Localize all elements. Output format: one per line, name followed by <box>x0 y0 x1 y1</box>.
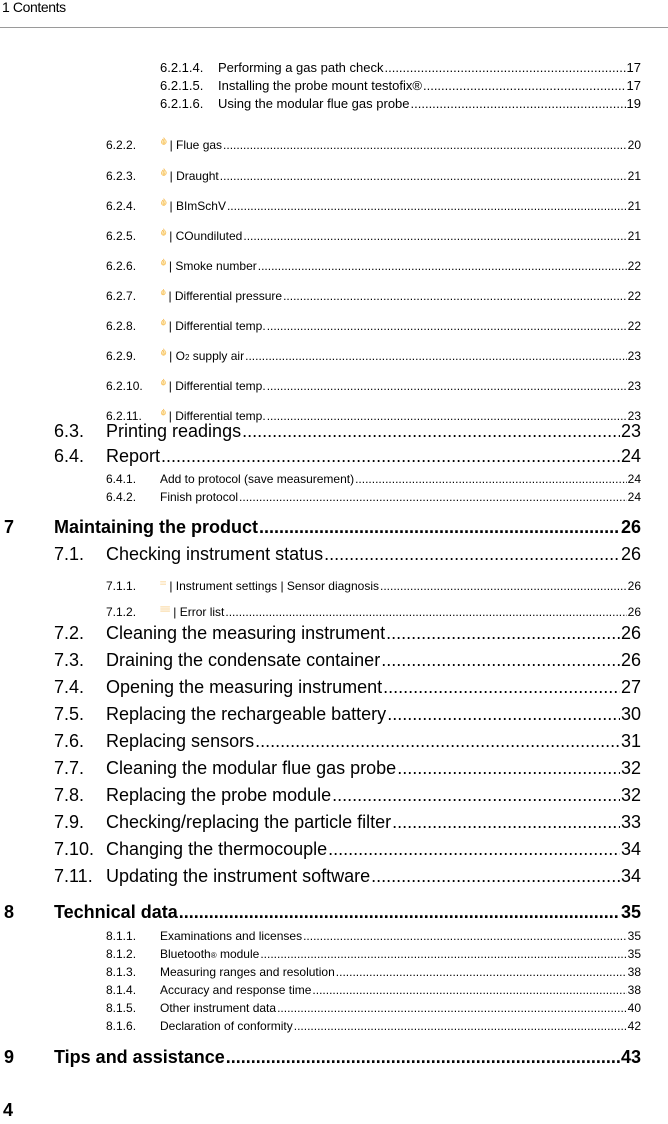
toc-entry-6-4-2[interactable] <box>106 490 641 508</box>
toc-page: 35 <box>620 902 641 922</box>
toc-number: 6.2.10. <box>106 379 143 393</box>
toc-page: 27 <box>620 677 641 697</box>
menu-icon <box>160 601 170 617</box>
toc-leader <box>423 78 626 93</box>
toc-title: | Error list <box>173 605 225 619</box>
toc-title: Measuring ranges and resolution <box>160 965 335 979</box>
toc-entry-6-4-1[interactable] <box>106 472 641 490</box>
toc-title: Report <box>106 446 161 466</box>
toc-entry-6-2-10[interactable] <box>106 366 641 393</box>
toc-page: 17 <box>626 60 641 75</box>
flame-icon <box>160 190 168 214</box>
toc-page: 31 <box>620 731 641 751</box>
toc-number: 8.1.3. <box>106 965 137 979</box>
toc-title: Changing the thermocouple <box>106 839 328 859</box>
toc-page: 32 <box>620 758 641 778</box>
flame-icon <box>160 220 167 244</box>
toc-page: 21 <box>627 169 641 183</box>
flame-icon <box>160 250 167 274</box>
toc-leader <box>267 319 627 333</box>
toc-leader <box>161 446 620 467</box>
toc-entry-8-1-3[interactable] <box>106 965 641 983</box>
toc-title-post: module <box>216 947 260 961</box>
toc-number: 6.4.2. <box>106 490 137 504</box>
toc-leader <box>328 839 620 860</box>
toc-page: 26 <box>627 579 641 593</box>
toc-page: 26 <box>620 650 641 670</box>
toc-leader <box>386 623 620 644</box>
toc-page: 38 <box>627 983 641 997</box>
toc-leader <box>223 138 627 152</box>
toc-leader <box>397 758 620 779</box>
toc-entry-8-1-1[interactable] <box>106 929 641 947</box>
toc-leader <box>260 947 626 961</box>
toc-number: 6.2.5. <box>106 229 137 243</box>
flame-icon <box>160 340 167 364</box>
toc-number: 6.2.11. <box>106 409 142 423</box>
toc-page: 35 <box>627 929 641 943</box>
toc-title: | Flue gas <box>169 138 223 152</box>
toc-entry-7-3[interactable] <box>54 650 641 674</box>
toc-entry-6-2-9[interactable] <box>106 336 641 363</box>
toc-title: Checking instrument status <box>106 544 324 564</box>
toc-number: 7.1.2. <box>106 605 137 619</box>
toc-number: 6.3. <box>54 421 85 441</box>
toc-title: Checking/replacing the particle filter <box>106 812 392 832</box>
toc-page: 19 <box>626 96 641 111</box>
toc-page: 43 <box>620 1047 641 1067</box>
toc-title: Maintaining the product <box>54 517 258 537</box>
toc-number: 7.1.1. <box>106 579 137 593</box>
toc-page: 34 <box>620 866 641 886</box>
toc-leader <box>243 229 626 243</box>
toc-number: 7.3. <box>54 650 85 670</box>
toc-entry-8[interactable] <box>4 902 641 926</box>
toc-leader <box>283 289 627 303</box>
toc-title: Finish protocol <box>160 490 239 504</box>
toc-number: 7.7. <box>54 758 85 778</box>
page-number: 4 <box>3 1100 14 1120</box>
toc-leader <box>387 704 620 725</box>
toc-number: 6.2.1.5. <box>160 78 204 93</box>
toc-number: 6.2.6. <box>106 259 137 273</box>
toc-page: 20 <box>627 138 641 152</box>
toc-number: 7.5. <box>54 704 85 724</box>
toc-number: 6.2.7. <box>106 289 137 303</box>
toc-title: | Differential pressure <box>168 289 283 303</box>
toc-title: Cleaning the modular flue gas probe <box>106 758 397 778</box>
toc-number: 6.4. <box>54 446 85 466</box>
toc-leader <box>220 169 627 183</box>
toc-page: 35 <box>627 947 641 961</box>
toc-title: | BImSchV <box>169 199 226 213</box>
toc-leader <box>383 677 620 698</box>
toc-leader <box>294 1019 627 1033</box>
flame-icon <box>160 370 167 394</box>
toc-entry-6-2-1-4[interactable] <box>160 60 641 78</box>
toc-entry-6-2-2[interactable] <box>106 125 641 152</box>
toc-page: 23 <box>627 349 641 363</box>
toc-number: 6.2.1.4. <box>160 60 204 75</box>
toc-number: 7.4. <box>54 677 85 697</box>
toc-number: 8.1.6. <box>106 1019 137 1033</box>
toc-entry-7-1-2[interactable] <box>106 600 641 618</box>
toc-leader <box>242 421 620 442</box>
flame-icon <box>160 160 168 184</box>
toc-leader <box>227 199 627 213</box>
toc-number: 7.8. <box>54 785 85 805</box>
toc-page: 23 <box>620 421 641 441</box>
toc-entry-7-11[interactable] <box>54 866 641 890</box>
toc-title: | Draught <box>169 169 219 183</box>
toc-title: Using the modular flue gas probe <box>218 96 410 111</box>
toc-page: 22 <box>627 259 641 273</box>
toc-entry-6-3[interactable] <box>54 421 641 445</box>
toc-leader <box>371 866 620 887</box>
toc-entry-8-1-4[interactable] <box>106 983 641 1001</box>
toc-entry-6-2-11[interactable] <box>106 396 641 423</box>
toc-title: Other instrument data <box>160 1001 277 1015</box>
toc-page: 26 <box>620 623 641 643</box>
toc-page: 26 <box>627 605 641 619</box>
toc-leader <box>239 490 627 504</box>
toc-page: 23 <box>627 379 641 393</box>
toc-title: | Differential temp. <box>168 319 266 333</box>
flame-icon <box>160 280 166 304</box>
toc-number: 6.2.8. <box>106 319 137 333</box>
toc-page: 32 <box>620 785 641 805</box>
toc-title: Replacing sensors <box>106 731 255 751</box>
toc-entry-7-1-1[interactable] <box>106 574 641 592</box>
toc-leader <box>225 605 626 619</box>
menu-icon <box>160 575 166 591</box>
toc-leader <box>392 812 620 833</box>
toc-leader <box>381 650 620 671</box>
toc-entry-8-1-6[interactable] <box>106 1019 641 1037</box>
toc-title: Tips and assistance <box>54 1047 225 1067</box>
flame-icon <box>160 310 167 334</box>
toc-number: 7.9. <box>54 812 85 832</box>
toc-leader <box>324 544 620 565</box>
toc-title-pre: Bluetooth <box>160 947 211 961</box>
toc-number: 8.1.2. <box>106 947 137 961</box>
toc-leader <box>312 983 626 997</box>
toc-title: Updating the instrument software <box>106 866 371 886</box>
toc-entry-6-2-1-6[interactable] <box>160 96 641 114</box>
toc-number: 8.1.4. <box>106 983 137 997</box>
toc-title: Examinations and licenses <box>160 929 303 943</box>
toc-title: Performing a gas path check <box>218 60 384 75</box>
toc-leader <box>355 472 627 486</box>
toc-number: 7 <box>4 517 15 537</box>
toc-title: | Instrument settings | Sensor diagnosis <box>169 579 379 593</box>
toc-title: | O 2 supply air <box>169 349 245 363</box>
toc-page: 40 <box>627 1001 641 1015</box>
toc-entry-6-2-5[interactable] <box>106 216 641 243</box>
toc-page: 21 <box>627 199 641 213</box>
toc-page: 17 <box>626 78 641 93</box>
toc-page: 23 <box>627 409 641 423</box>
toc-page: 22 <box>627 319 641 333</box>
toc-entry-6-2-4[interactable] <box>106 186 641 213</box>
toc-leader <box>245 349 627 363</box>
toc-number: 6.2.9. <box>106 349 137 363</box>
toc-title: Cleaning the measuring instrument <box>106 623 386 643</box>
toc-title: Accuracy and response time <box>160 983 312 997</box>
toc-entry-7-10[interactable] <box>54 839 641 863</box>
toc-number: 8.1.1. <box>106 929 137 943</box>
toc-title: | COundiluted <box>169 229 243 243</box>
toc-page: 24 <box>627 472 641 486</box>
toc-title: Bluetooth ® module <box>160 947 260 961</box>
toc-title: Declaration of conformity <box>160 1019 293 1033</box>
toc-entry-7-5[interactable] <box>54 704 641 728</box>
toc-number: 6.4.1. <box>106 472 137 486</box>
toc-entry-7-1[interactable] <box>54 544 641 568</box>
toc-title-pre: | O <box>169 349 185 363</box>
toc-page: 33 <box>620 812 641 832</box>
header-title: 1 Contents <box>2 0 66 15</box>
toc-title: | Differential temp. <box>168 379 266 393</box>
toc-title: | Differential temp. <box>168 409 266 423</box>
toc-page: 21 <box>627 229 641 243</box>
toc-number: 9 <box>4 1047 15 1067</box>
toc-entry-8-1-5[interactable] <box>106 1001 641 1019</box>
toc-leader <box>303 929 627 943</box>
toc-entry-7-7[interactable] <box>54 758 641 782</box>
toc-title: Opening the measuring instrument <box>106 677 383 697</box>
page-header <box>0 0 668 28</box>
toc-entry-7[interactable] <box>4 517 641 541</box>
toc-number: 8 <box>4 902 15 922</box>
toc-page: 42 <box>627 1019 641 1033</box>
toc-entry-6-2-6[interactable] <box>106 246 641 273</box>
toc-page: 24 <box>620 446 641 466</box>
toc-page: 30 <box>620 704 641 724</box>
toc-leader <box>336 965 627 979</box>
toc-title: Draining the condensate container <box>106 650 381 670</box>
flame-icon <box>160 129 168 153</box>
toc-title: Printing readings <box>106 421 242 441</box>
toc-entry-6-2-1-5[interactable] <box>160 78 641 96</box>
toc-number: 8.1.5. <box>106 1001 137 1015</box>
toc-leader <box>411 96 626 111</box>
toc-entry-9[interactable] <box>4 1047 641 1071</box>
toc-page: 22 <box>627 289 641 303</box>
toc-page: 24 <box>627 490 641 504</box>
toc-entry-7-4[interactable] <box>54 677 641 701</box>
toc-leader <box>267 379 627 393</box>
toc-title-post: supply air <box>189 349 245 363</box>
toc-title: Replacing the rechargeable battery <box>106 704 387 724</box>
toc-title: | Smoke number <box>168 259 257 273</box>
toc-entry-7-8[interactable] <box>54 785 641 809</box>
toc-title: Technical data <box>54 902 178 922</box>
toc-leader <box>258 259 627 273</box>
toc-leader <box>226 1047 620 1068</box>
toc-title: Replacing the probe module <box>106 785 332 805</box>
toc-entry-7-2[interactable] <box>54 623 641 647</box>
toc-number: 7.11. <box>54 866 93 886</box>
toc-leader <box>332 785 620 806</box>
toc-page: 34 <box>620 839 641 859</box>
toc-leader <box>179 902 620 923</box>
toc-number: 6.2.2. <box>106 138 137 152</box>
toc-entry-7-6[interactable] <box>54 731 641 755</box>
toc-page: 26 <box>620 517 641 537</box>
toc-entry-6-2-3[interactable] <box>106 156 641 183</box>
toc-number: 6.2.3. <box>106 169 137 183</box>
toc-number: 6.2.1.6. <box>160 96 204 111</box>
toc-number: 7.10. <box>54 839 95 859</box>
toc-number: 7.1. <box>54 544 85 564</box>
toc-leader <box>255 731 620 752</box>
toc-number: 7.2. <box>54 623 85 643</box>
toc-title: Installing the probe mount testofix® <box>218 78 422 93</box>
toc-title: Add to protocol (save measurement) <box>160 472 355 486</box>
toc-entry-6-4[interactable] <box>54 446 641 470</box>
toc-entry-6-2-8[interactable] <box>106 306 641 333</box>
toc-leader <box>277 1001 627 1015</box>
toc-leader <box>380 579 627 593</box>
toc-entry-6-2-7[interactable] <box>106 276 641 303</box>
toc-leader <box>384 60 625 75</box>
toc-entry-8-1-2[interactable] <box>106 947 641 965</box>
toc-leader <box>259 517 620 538</box>
toc-page: 26 <box>620 544 641 564</box>
toc-page: 38 <box>627 965 641 979</box>
toc-entry-7-9[interactable] <box>54 812 641 836</box>
toc-number: 6.2.4. <box>106 199 137 213</box>
toc-number: 7.6. <box>54 731 85 751</box>
